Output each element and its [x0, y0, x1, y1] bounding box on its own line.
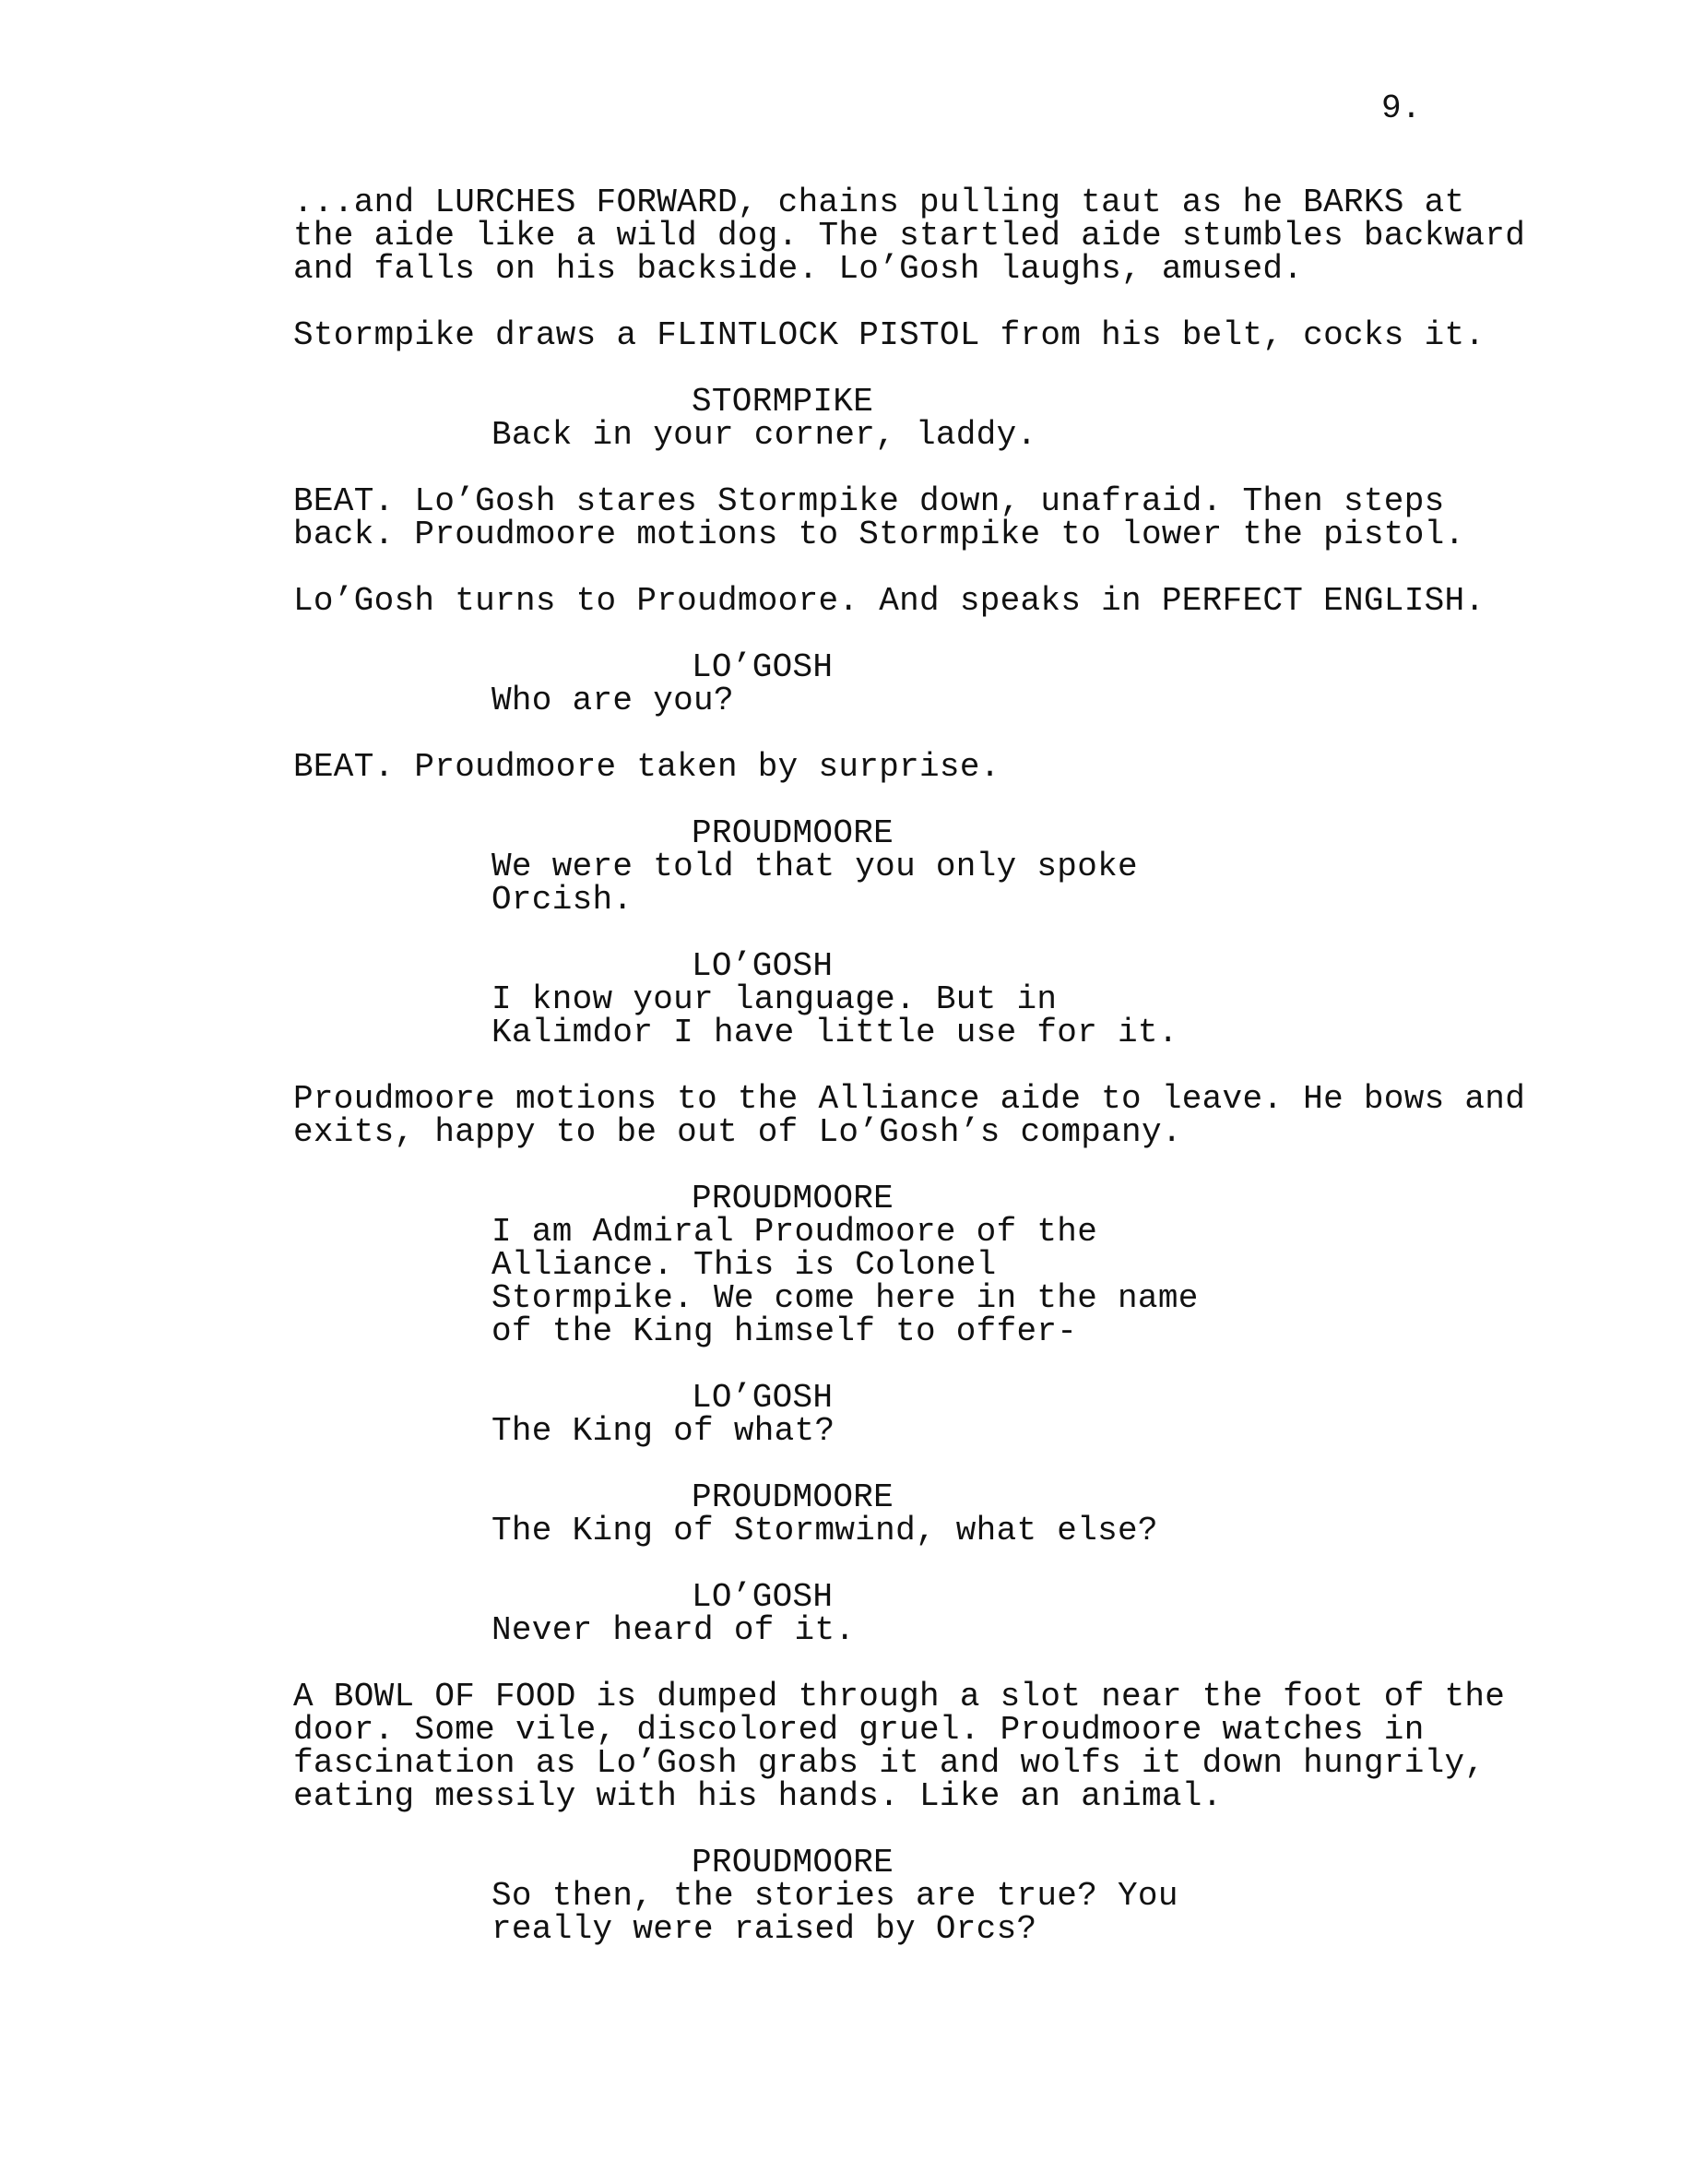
- dialogue-line: Back in your corner, laddy.: [491, 416, 1037, 454]
- dialogue-line: I am Admiral Proudmoore of the Alliance. This is Colonel Stormpike. We come here in the name of the King himself to offer-: [491, 1213, 1199, 1350]
- action-paragraph: A BOWL OF FOOD is dumped through a slot near the foot of the door. Some vile, discolored gruel. Proudmoore watches in fascination as Lo’Gosh grabs it and wolfs it down hungrily, eating messily with his hands. Like an animal.: [293, 1678, 1506, 1815]
- character-cue: STORMPIKE: [692, 383, 874, 421]
- character-cue: LO’GOSH: [692, 1379, 834, 1417]
- character-cue: LO’GOSH: [692, 947, 834, 985]
- character-cue: PROUDMOORE: [692, 1844, 894, 1881]
- character-cue: LO’GOSH: [692, 648, 834, 686]
- character-cue: PROUDMOORE: [692, 814, 894, 852]
- character-cue: PROUDMOORE: [692, 1180, 894, 1217]
- action-paragraph: BEAT. Lo’Gosh stares Stormpike down, unafraid. Then steps back. Proudmoore motions to Stormpike to lower the pistol.: [293, 482, 1465, 553]
- dialogue-line: Who are you?: [491, 682, 734, 719]
- dialogue-line: We were told that you only spoke Orcish.: [491, 848, 1138, 919]
- dialogue-line: I know your language. But in Kalimdor I have little use for it.: [491, 980, 1178, 1051]
- action-paragraph: BEAT. Proudmoore taken by surprise.: [293, 748, 1000, 786]
- character-cue: PROUDMOORE: [692, 1478, 894, 1516]
- action-paragraph: ...and LURCHES FORWARD, chains pulling taut as he BARKS at the aide like a wild dog. The startled aide stumbles backward and falls on his backside. Lo’Gosh laughs, amused.: [293, 184, 1526, 288]
- action-paragraph: Proudmoore motions to the Alliance aide to leave. He bows and exits, happy to be out of Lo’Gosh’s company.: [293, 1080, 1526, 1151]
- dialogue-line: So then, the stories are true? You really were raised by Orcs?: [491, 1877, 1178, 1948]
- action-paragraph: Lo’Gosh turns to Proudmoore. And speaks in PERFECT ENGLISH.: [293, 582, 1486, 620]
- dialogue-line: Never heard of it.: [491, 1611, 856, 1649]
- character-cue: LO’GOSH: [692, 1578, 834, 1616]
- dialogue-line: The King of what?: [491, 1412, 835, 1450]
- dialogue-line: The King of Stormwind, what else?: [491, 1512, 1158, 1549]
- page-number: 9.: [1381, 89, 1422, 127]
- action-paragraph: Stormpike draws a FLINTLOCK PISTOL from his belt, cocks it.: [293, 316, 1486, 354]
